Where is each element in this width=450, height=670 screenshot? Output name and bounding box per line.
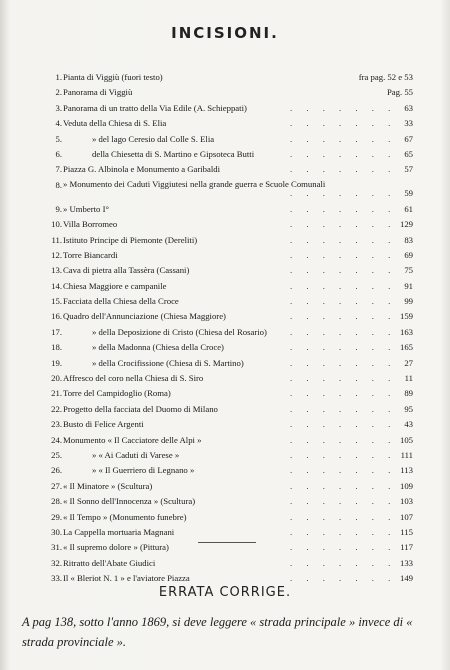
- entry-page: 95: [404, 403, 413, 414]
- entry-page: Pag. 55: [386, 87, 413, 98]
- leader-dots: . . . . . . .: [290, 373, 397, 384]
- entry-page: 149: [399, 573, 413, 584]
- entry-number: 33.: [51, 573, 62, 584]
- list-item: [40, 402, 415, 417]
- entry-title: Chiesa Maggiore e campanile: [63, 280, 167, 291]
- entry-title: » « Il Guerriero di Legnano »: [92, 465, 195, 476]
- list-item: [40, 233, 415, 248]
- leader-dots: . . . . . . .: [290, 311, 397, 322]
- entry-number: 6.: [55, 148, 62, 159]
- list-item: [40, 101, 415, 116]
- entry-page: 65: [404, 148, 413, 159]
- entry-number: 26.: [51, 465, 62, 476]
- entry-number: 19.: [51, 357, 62, 368]
- list-item: [40, 463, 415, 478]
- entry-page: 27: [404, 357, 413, 368]
- entry-page: 105: [399, 434, 413, 445]
- errata-text: A pag 138, sotto l'anno 1869, si deve leggere « strada principale » invece di « strada provinciale ».: [22, 615, 413, 649]
- entry-title: Panorama di Viggiù: [63, 87, 133, 98]
- leader-dots: . . . . . . .: [290, 118, 397, 129]
- leader-dots: . . . . . . .: [290, 280, 397, 291]
- entry-title: » Monumento dei Caduti Viggiutesi nella grande guerra e Scuole Comunali: [63, 178, 326, 189]
- list-item: [40, 132, 415, 147]
- entry-page: 33: [404, 118, 413, 129]
- entry-page: 75: [404, 265, 413, 276]
- entry-title: « Il supremo dolore » (Pittura): [63, 542, 169, 553]
- entry-number: 24.: [51, 434, 62, 445]
- list-item: [40, 340, 415, 355]
- leader-dots: . . . . . . .: [290, 249, 397, 260]
- page-title: INCISIONI.: [171, 24, 279, 42]
- leader-dots: . . . . . . .: [290, 403, 397, 414]
- list-item: [40, 325, 415, 340]
- leader-dots: . . . . . . .: [290, 480, 397, 491]
- leader-dots: . . . . . . .: [290, 326, 397, 337]
- list-item: [40, 178, 415, 202]
- entry-page: 43: [404, 419, 413, 430]
- entry-page: fra pag. 52 e 53: [358, 72, 413, 82]
- entry-page: 69: [404, 249, 413, 260]
- leader-dots: . . . . . . .: [290, 496, 397, 507]
- entry-title: « Il Tempo » (Monumento funebre): [63, 511, 187, 522]
- entry-page: 129: [399, 219, 413, 230]
- leader-dots: . . . . . . .: [290, 148, 397, 159]
- entry-title: » del lago Ceresio dal Colle S. Elia: [92, 133, 215, 144]
- entry-number: 32.: [51, 557, 62, 568]
- entry-page: 159: [399, 311, 413, 322]
- entry-title: Quadro dell'Annunciazione (Chiesa Maggiore): [63, 311, 226, 322]
- entry-page: 91: [404, 280, 413, 291]
- entry-title: Villa Borromeo: [63, 219, 118, 230]
- list-item: [40, 70, 415, 85]
- entry-number: 8.: [55, 179, 62, 190]
- entry-number: 2.: [55, 87, 62, 98]
- entry-title: Affresco del coro nella Chiesa di S. Siro: [63, 373, 204, 384]
- entry-number: 12.: [51, 249, 62, 260]
- entry-page: 59: [404, 187, 413, 198]
- entry-number: 7.: [55, 164, 62, 175]
- list-item: [40, 116, 415, 131]
- entry-page: 67: [404, 133, 413, 144]
- list-item: [40, 263, 415, 278]
- entry-page: 117: [400, 542, 413, 553]
- entry-page: 113: [400, 465, 413, 476]
- entry-title: Ritratto dell'Abate Giudici: [63, 557, 156, 568]
- leader-dots: . . . . . . .: [290, 557, 397, 568]
- leader-dots: . . . . . . .: [290, 102, 397, 113]
- list-item: [40, 356, 415, 371]
- entry-number: 13.: [51, 265, 62, 276]
- entry-page: 57: [404, 164, 413, 175]
- leader-dots: . . . . . . .: [290, 265, 397, 276]
- entry-page: 133: [399, 557, 413, 568]
- leader-dots: . . . . . . .: [290, 465, 397, 476]
- entry-title: della Chiesetta di S. Martino e Gipsoteca Butti: [92, 148, 255, 159]
- leader-dots: . . . . . . .: [290, 542, 397, 553]
- entry-title: » « Ai Caduti di Varese »: [92, 449, 180, 460]
- list-item: [40, 85, 415, 100]
- list-item: [40, 309, 415, 324]
- list-item: [40, 294, 415, 309]
- leader-dots: . . . . . . .: [290, 164, 397, 175]
- list-item: [40, 279, 415, 294]
- entry-title: Torre Biancardi: [63, 249, 118, 260]
- entry-number: 22.: [51, 403, 62, 414]
- list-item: [40, 494, 415, 509]
- entry-number: 29.: [51, 511, 62, 522]
- entry-page: 107: [399, 511, 413, 522]
- list-item: [40, 556, 415, 571]
- list-item: [40, 525, 415, 540]
- entry-title: Il « Bleriot N. 1 » e l'aviatore Piazza: [63, 573, 190, 584]
- leader-dots: . . . . . . .: [290, 511, 397, 522]
- entry-title: « Il Sonno dell'Innocenza » (Scultura): [63, 496, 196, 507]
- entry-page: 115: [400, 526, 413, 537]
- entry-page: 99: [404, 296, 413, 307]
- list-item: [40, 147, 415, 162]
- entry-page: 163: [399, 326, 413, 337]
- leader-dots: . . . . . . .: [290, 434, 397, 445]
- entry-title: » Umberto I°: [63, 203, 109, 214]
- entry-title: Facciata della Chiesa della Croce: [63, 296, 179, 307]
- entry-number: 3.: [55, 102, 62, 113]
- entry-number: 25.: [51, 449, 62, 460]
- leader-dots: . . . . . . .: [290, 296, 397, 307]
- entry-number: 17.: [51, 326, 62, 337]
- entry-title: Veduta della Chiesa di S. Elia: [63, 118, 167, 129]
- entry-title: Piazza G. Albinola e Monumento a Garibaldi: [63, 164, 221, 175]
- entry-title: Busto di Felice Argenti: [63, 419, 144, 430]
- list-item: [40, 217, 415, 232]
- entry-title: Panorama di un tratto della Via Edile (A. Schieppati): [63, 102, 247, 113]
- entry-page: 89: [404, 388, 413, 399]
- entry-number: 20.: [51, 373, 62, 384]
- leader-dots: . . . . . . .: [290, 449, 397, 460]
- entry-title: » della Madonna (Chiesa della Croce): [92, 342, 224, 353]
- leader-dots: . . . . . . .: [290, 357, 397, 368]
- list-item: [40, 433, 415, 448]
- entry-title: » della Crocifissione (Chiesa di S. Martino): [92, 357, 244, 368]
- entry-page: 61: [404, 203, 413, 214]
- entry-page: 165: [399, 342, 413, 353]
- list-item: [40, 448, 415, 463]
- entry-number: 5.: [55, 133, 62, 144]
- list-item: [40, 162, 415, 177]
- entry-title: Torre del Campidoglio (Roma): [63, 388, 171, 399]
- entry-page: 83: [404, 234, 413, 245]
- entry-title: Pianta di Viggiù (fuori testo): [63, 72, 163, 82]
- entry-page: 103: [399, 496, 413, 507]
- entry-number: 9.: [55, 203, 62, 214]
- illustrations-list: [40, 70, 415, 587]
- entry-number: 30.: [51, 526, 62, 537]
- entry-page: 111: [400, 449, 413, 460]
- entry-number: 1.: [55, 72, 62, 82]
- errata-title: ERRATA CORRIGE.: [158, 585, 292, 600]
- leader-dots: . . . . . . .: [290, 187, 397, 198]
- entry-number: 4.: [55, 118, 62, 129]
- list-item: [40, 479, 415, 494]
- leader-dots: . . . . . . .: [290, 234, 397, 245]
- entry-number: 14.: [51, 280, 62, 291]
- leader-dots: . . . . . . .: [290, 573, 397, 584]
- entry-number: 21.: [51, 388, 62, 399]
- entry-title: La Cappella mortuaria Magnani: [63, 526, 175, 537]
- entry-title: Monumento « Il Cacciatore delle Alpi »: [63, 434, 202, 445]
- leader-dots: . . . . . . .: [290, 219, 397, 230]
- entry-title: Progetto della facciata del Duomo di Milano: [63, 403, 218, 414]
- leader-dots: . . . . . . .: [290, 133, 397, 144]
- entry-title: Istituto Principe di Piemonte (Dereliti): [63, 234, 198, 245]
- entry-number: 11.: [51, 234, 62, 245]
- leader-dots: . . . . . . .: [290, 388, 397, 399]
- entry-title: Cava di pietra alla Tassèra (Cassani): [63, 265, 190, 276]
- entry-page: 63: [404, 102, 413, 113]
- entry-title: » della Deposizione di Cristo (Chiesa del Rosario): [92, 326, 267, 337]
- entry-number: 23.: [51, 419, 62, 430]
- list-item: [40, 202, 415, 217]
- entry-number: 16.: [51, 311, 62, 322]
- entry-number: 27.: [51, 480, 62, 491]
- list-item: [40, 510, 415, 525]
- entry-page: 109: [399, 480, 413, 491]
- entry-number: 15.: [51, 296, 62, 307]
- list-item: [40, 417, 415, 432]
- list-item: [40, 371, 415, 386]
- entry-number: 31.: [51, 542, 62, 553]
- list-item: [40, 248, 415, 263]
- entry-number: 28.: [51, 496, 62, 507]
- leader-dots: . . . . . . .: [290, 526, 397, 537]
- leader-dots: . . . . . . .: [290, 342, 397, 353]
- list-item: [40, 386, 415, 401]
- leader-dots: . . . . . . .: [290, 419, 397, 430]
- entry-number: 18.: [51, 342, 62, 353]
- divider-rule: [198, 542, 256, 543]
- leader-dots: . . . . . . .: [290, 203, 397, 214]
- entry-page: 11: [404, 373, 413, 384]
- entry-title: « Il Minatore » (Scultura): [63, 480, 153, 491]
- entry-number: 10.: [51, 219, 62, 230]
